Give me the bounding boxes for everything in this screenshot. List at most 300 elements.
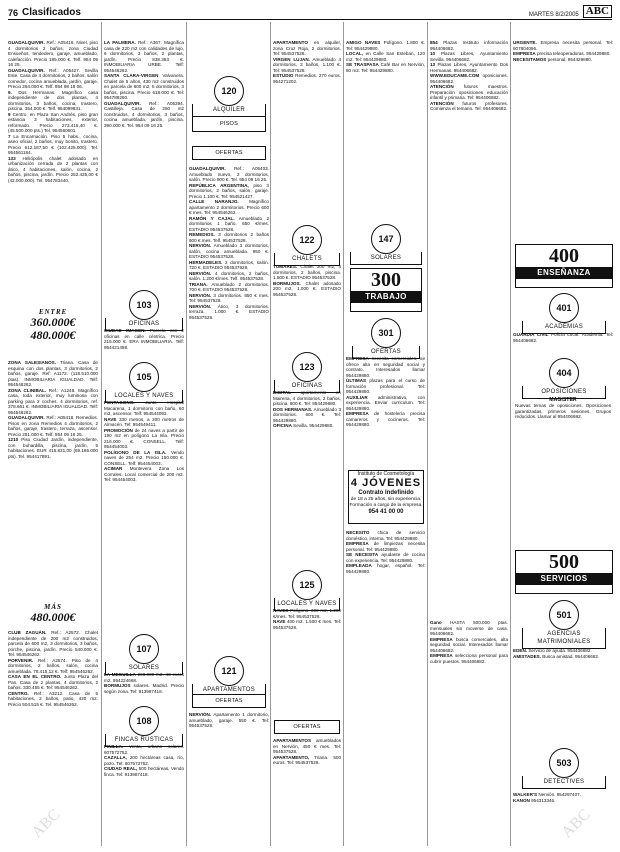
classified-ad-text: Busca amistad. 954406682. [541,653,600,659]
column-rule [101,22,102,846]
ads-column-7 [513,40,613,240]
classified-ad-text: plazas para el curso de formación profesional. Tel: 954429880. [346,378,425,394]
classified-ad-text: busca comerciales, alta seguridad social. Interesados llamar 954406682. [430,636,508,653]
classified-ad-text: Apartamento 1 dormitorio, amueblado, garaje. 550 €. Tel: 954537528. [189,712,269,728]
classified-ad-text: Magnífico apartamento 2 dormitorios. Precio 600 € mes. Tel: 954546262. [189,199,269,215]
ads-column-4 [273,40,341,220]
classified-ad [189,282,269,293]
classified-ad-lead: CAZALLA, [104,755,127,760]
classified-ad-lead: NECESITAMOS [513,56,547,62]
section-number: 105 [129,362,159,392]
classified-ad [8,437,98,459]
classified-ad [189,199,269,216]
classified-ad-lead: EDEN. [513,648,528,653]
classified-ad [346,51,425,62]
classified-ad [273,281,341,298]
section-404-header [522,358,606,399]
classified-ad-lead: GUADALQUIVIR. [8,67,45,73]
classified-ad-lead: GUADALQUIVIR. [8,415,45,420]
classified-ad-lead: CALLE NARANJO. [189,199,239,204]
classified-ad-lead: GUADALQUIVIR. [8,40,45,45]
classified-ad [273,608,341,619]
section-number: 121 [214,656,244,686]
classified-ad [346,62,425,73]
classified-ad-text: 3 dormitorios 2 baños 900 € mes. Telf. 954537528. [189,232,269,243]
classified-ad-lead: ÚLTIMAS [346,378,367,383]
classified-ad [346,541,425,552]
classified-ad-text: Piso Ciudad Jardín, independiente, con buhardilla, piscina, jardín, 5 habitaciones. EUR 415.821,00 (69.185.000 pts). Tel. 954417891. [8,437,98,459]
classified-ad-lead: NERVIÓN. [189,270,212,276]
classified-ad-text: necesita comerciales, se ofrece alta en seguridad social y contrato. Interesados llamar 954429880. [346,356,425,378]
classified-ad-text: selecciona personal para cubrir puestos. 954406682. [430,653,508,664]
classified-ad-text: 500 hectáreas, Vendo finca. Tel: 913987418. [104,766,184,777]
section-title: Clasificados [22,7,81,18]
classified-ad [104,428,184,450]
classified-ad-text: Junto Plaza del Pan. Casa de 2 plantas, 4 dormitorios, 2 baños. 330.455 €. Tel: 954546262. [8,674,98,690]
section-label: LOCALES Y NAVES [274,598,340,611]
price-range-max: 480.000€ [30,328,76,342]
classified-ad-lead: ATENCIÓN [430,100,454,106]
classified-ad-lead: CIUDAD IMAGEN. [104,328,146,333]
price-range-label: ENTRE [38,308,68,316]
classified-ad-text: 330 metros, a 200 metros de Almacén. Tel: 954549411. [104,416,184,427]
ads-column-2d [104,672,184,702]
classified-ad [273,40,341,57]
classified-ad-lead: TRIANA. [189,281,208,287]
classified-ad-text: Sevilla. 954429880. [291,423,334,428]
subsection-ofertas [192,694,266,708]
classified-ad-lead: SE TRASPASA [346,62,379,67]
classified-ad-lead: PINILLA. [104,744,124,749]
classified-ad-text: oposiciones. 954406682. [430,73,508,84]
magister-text: Nuevas temas de oposiciones. Oposiciones garantizadas, primeros sesiones. Grupos reducidos. Llamar al 954406682. [515,403,611,420]
classified-ad [430,40,508,51]
classified-ad [189,293,269,304]
classified-ad-text: Plazas Instituto información 954406682. [430,40,508,51]
classified-ad-lead: OFICINA [273,423,292,428]
section-label: ACADEMIAS [522,321,606,334]
classified-ad-lead: PORVENIR. [8,657,34,663]
section-number: 122 [292,225,322,255]
magister-title: MAGISTER [549,397,577,403]
classified-ad-lead: AUXILIAR [346,394,368,400]
classified-ad [273,755,341,766]
classified-ad-text: Remedios. 270 euros. 954271202. [273,73,341,84]
section-label: ALQUILER [192,104,266,117]
classified-ad-text: chica de servicio doméstico, interna. Tel: 954429880. [346,530,425,541]
classified-ad-text: ayudante de cocina con experiencia. Tel: 954429880. [346,552,425,563]
classified-ad-text: 3 dormitorios. 850 € mes. Tel: 954537528. [189,292,269,303]
classified-ad-text: Ref.: A3212. Casa de 5 habitaciones, 2 baños, patio, 420 m2. Precio 504.515 €. Tel. 954546262. [8,690,98,707]
ads-column-3 [189,166,269,654]
section-label: ENSEÑANZA [516,267,612,279]
classified-ad [104,101,184,129]
ads-column-4c [273,390,341,560]
classified-ad-text: Servicio de ayuda. 954406682. [527,648,592,653]
ads-column-4d [273,608,341,718]
classified-ad [430,620,508,637]
classified-ad [189,232,269,243]
classified-ad-lead: 133 [8,155,16,161]
classified-ad-lead: NERVIÓN. [189,303,212,309]
subsection-label: OFERTAS [215,698,243,704]
section-120-header [192,76,266,117]
classified-ad-text: apartamento en Mairena, 4 dormitorios, 2 baños, piscina. 800 €. Tel: 954429880. [273,390,341,406]
column-rule [427,22,428,846]
classified-ad-text: 954313346. [529,797,556,803]
classified-ad [273,423,341,429]
classified-ad-text: Amueblado 2 dormitorios. 700 €. ESTADIO 954537528. [189,281,269,292]
section-400-header [515,244,613,288]
classified-ad-text: en Calle San Esteban, 120 m2. Tel: 954429880. [346,51,425,62]
section-122-header [274,225,340,266]
abc-logo: ABC [583,5,612,18]
section-label: OFERTAS [352,346,420,359]
section-103-header [105,290,183,331]
classified-ad [346,552,425,563]
classified-ad [346,563,425,574]
section-number: 301 [371,318,401,348]
classified-ad-lead: CENTRO. [8,690,29,696]
classified-ad [104,73,184,101]
classified-ad-lead: AMISTADES. [513,653,541,659]
classified-ad-text: Amueblado 3 dormitorios. 600 €. Tel: 954429880. [273,406,341,423]
classified-ad-lead: NECESITO [346,530,370,535]
classified-ad-text: Ref.: A367. Magnífica casa de 220 m2 con calidades de lujo, 6 dormitorios, 3 baños, 2 plantas, jardín. Precio 838.353 €. INMOBILIARIA URBE. Telf: 954546262. [104,40,184,73]
classified-ad-text: hogar, español. Tel: 954429880. [346,563,425,574]
price-range-mas [10,603,96,624]
classified-ad-lead: VIRGEN LUJAN. [273,56,310,62]
classified-ad-lead: NAVES [273,608,289,613]
ad-phone: 954 41 00 00 [368,509,404,515]
price-range-min: 480.000€ [30,610,76,624]
ads-column-6 [430,40,508,615]
classified-ad-text: HASTA 500.000 ptas. mensuales sin moverse de casa. 954406682. [430,620,508,636]
classified-ad-lead: DOS HERMANAS. [273,406,313,412]
classified-ad-lead: ATENCIÓN [430,84,454,89]
section-number: 400 [549,245,579,267]
classified-ad [346,356,425,378]
classified-ad [8,360,98,388]
classified-ad [8,90,98,112]
classified-ad [189,260,269,271]
classified-ad [189,712,269,729]
advertisement-box [348,470,424,524]
classified-ad [273,57,341,74]
ads-column-7d [513,792,613,848]
section-number: 300 [371,269,401,291]
ads-column-5 [346,40,425,180]
classified-ad-lead: ACIMAR [104,466,123,471]
classified-ad [104,40,184,73]
section-number: 108 [129,706,159,736]
classified-ad-lead: EMPRESA [430,636,453,642]
classified-ad-text: precisa teleoperadoras. 954429880. [535,51,611,56]
classified-ad-lead: URGENTE. [513,40,537,45]
classified-ad-lead: DIGITAL [273,390,292,395]
section-123-header [274,352,340,393]
classified-ad-lead: WALKER'S [513,792,538,797]
classified-ad-lead: EMPRESA [430,653,453,658]
classified-ad-text: 200 hectáreas casa, río, pozo. Tel: 607572752. [104,755,184,766]
classified-ad [104,683,184,694]
abc-watermark: ABC [558,806,594,842]
classified-ad-lead: 1210 [8,437,19,442]
column-rule [186,22,187,846]
classified-ad-text: Empresa necesita personal. Tel: 607804066. [513,40,613,51]
classified-ad-lead: APARTAMENTOS [273,738,312,743]
ads-column-2c [104,400,184,630]
ads-column-2e [104,744,184,848]
classified-ad-lead: CIUDAD REAL, [104,766,138,771]
ads-column-4b [273,264,341,344]
classified-ad [104,755,184,766]
classified-ad-text: Ref.: A2574. Piso de 4 dormitorios, 2 baños, salón, cocina amueblada. 78.415,12 €. Telf: 954546262. [8,657,98,674]
page-date: MARTES 8/2/2005 [528,12,579,18]
section-number: 501 [549,600,579,630]
page-header [8,2,612,20]
classified-ad-text: Triana. 500 euros. Tel: 954537528. [273,754,341,765]
section-300-header [350,268,422,312]
classified-ad-text: Ref.: A2572. Chalet independiente de 200 m2 construidos, parcela de 600 m2, 3 dormitorios, 3 baños, porche, piscina, jardín. Precio 540.000 €. Tel. 954546262. [8,630,98,657]
section-147-header [350,224,422,265]
section-121-header [192,656,266,697]
classified-ad-text: Ref.: A05403. Amueblado nuevo, 2 dormitorios, salón. Precio 900 €. Tel. 954 09 16 25. [189,166,269,182]
classified-ad [189,183,269,200]
classified-ad [104,672,184,683]
classified-ad-text: Ref.: A05418. Remedios. Pisos en zona Remedios 4 dormitorios, 2 baños, garaje, trastero, terraza, ascensor. Precio 251.000 €. Telf. 954 09 16 25. [8,415,98,437]
price-range-entre [10,308,96,342]
classified-ad-text: Amueblado 4 dormitorios, 2 baños, 1.100 €. Tel: 954537528. [273,56,341,73]
subsection-label: OFERTAS [215,150,243,156]
section-501-header [522,600,606,649]
classified-ad [273,619,341,630]
subsection-ofertas [192,146,266,160]
classified-ad [189,271,269,282]
classified-ad [104,466,184,483]
classified-ad-text: Heliópolis chalet adosado en urbanización cerrada de 2 plantas con ático, 4 habitaciones, salón, cocina, 2 baños, piscina, jardín. Precio 252.425,00 € (42.000.000). Tel. 954783440. [8,155,98,183]
classified-ad-text: futuros profesores. Comienza el temario. Tel: 954406682. [430,100,508,111]
classified-ad-lead: SANTA CLARA-VIRGEN [104,73,159,78]
section-number: 404 [549,358,579,388]
classified-ad-lead: REMEDIOS. [189,232,215,237]
classified-ad-lead: SE NECESITA [346,552,379,557]
classified-ad [104,400,184,417]
ads-column-6b [430,620,508,848]
abc-watermark: ABC [28,806,64,842]
classified-ad-lead: 854 [430,40,438,45]
classified-ad-lead: NERVIÓN. [189,292,212,298]
classified-ad-text: Polígono. 300 m2, 1.200 €/mes. Tel: 954537528. [273,608,341,619]
classified-ad-lead: 9 [8,111,11,117]
classified-ad-text: Parcela con 2 oficinas en calle céntrica. Precio 215.000 €. ERA INMOBILIARIA. Telf: 954421458. [104,328,184,350]
section-label: FINCAS RÚSTICAS [105,734,183,747]
ads-column-2b [104,328,184,356]
classified-ad-lead: LA PALMERA. [104,40,136,45]
subsection-label: OFERTAS [293,724,321,730]
section-number: 500 [549,551,579,573]
classified-ad [273,73,341,84]
classified-ad [513,654,613,660]
classified-ad [346,395,425,412]
classified-ad-text: administrativo, con experiencia. Enviar curriculum. Tel: 954429880. [346,394,425,411]
classified-ad-text: La Encarnación. Piso 5 habs., cocina, aseo oficial, 2 baños, muy bonito, trastero. Precio 612.187,50 € (102.425.000). Tel. 954561184. [8,133,98,155]
section-number: 401 [549,293,579,323]
classified-ad-text: Triana. Casa de esquina con dos plantas, 3 dormitorios, 2 baños, garaje. Ref: A1172. (118.510.000 ptas). INMOBILIARIA IGUALDAD. Telf: 954546262. [8,360,98,387]
classified-ad-lead: POLÍGONO DE LA ISLA. [104,449,167,455]
subsection-ofertas [274,720,340,734]
classified-ad-text: Café Bar en Nervión, 80 m2. Tel: 954429880. [346,62,425,73]
classified-ad [430,637,508,654]
classified-ad-lead: GUARDIA CIVIL [513,332,549,337]
classified-ad [273,264,341,281]
classified-ad-lead: ESTUDIO [273,73,294,78]
classified-ad-lead: Gano [430,620,442,625]
section-301-header [352,318,420,359]
classified-ad-lead: LOCAL, [346,51,364,56]
column-rule [270,22,271,846]
classified-ad [8,658,98,675]
classified-ad-text: futuros maestros. Preparación oposiciones educación infantil y primaria. Tel: 954406682. [430,84,508,100]
classified-ad [8,68,98,90]
classified-ad-text: Junto Hospital Macarena, 1 dormitorio con baño, 60 m2, ascensor. Telf: 954544093. [104,400,184,416]
section-label: DETECTIVES [522,776,606,789]
ads-column-2 [104,40,184,280]
section-label: OFICINAS [274,380,340,393]
section-label: APARTAMENTOS [192,684,266,697]
classified-ad [104,328,184,350]
section-label: SOLARES [350,252,422,265]
classified-ad-lead: 13 [430,62,436,67]
classified-ad-text: Ref.: A1248. Magnífico casa, toda exterior, muy luminosa con parking para 2 coches. 4 dormitorios, ref. 378.661 €. INMOBILIARIA IGUALDAD. Telf: 954546262. [8,387,98,415]
classified-ad-lead: PENTAGONO. [104,400,135,405]
classified-ad [8,40,98,68]
ads-column-5c [346,530,425,848]
section-number: 503 [549,748,579,778]
classified-ad-text: Vendo naves de 254 m2. Precio 150.000 €. CONSELL. Telf: 954454003. [104,449,184,466]
section-107-header [105,634,183,675]
classified-ad-text: Plazas Libres, Ayuntamiento Dos Hermanas. 954406682. [430,62,508,73]
subsection-pisos [192,116,266,132]
section-label: LOCALES Y NAVES [105,390,183,403]
classified-ad-lead: CASA EN EL CENTRO. [8,674,62,679]
classified-ad [189,304,269,321]
classified-ad-text: de 24 naves a partir de 190 m2 en polígono La Isla. Precio 216.000 €. CONSELL. Telf: 954454003. [104,427,184,449]
classified-ad-lead: NERVIÓN. [189,243,212,248]
classified-ad-text: Polígono. 1.800 €. Tel: 954429880. [346,40,425,51]
classified-ad-lead: EMPRESA [346,411,369,416]
classified-ad-lead: AMIGO NAVES [346,40,381,45]
classified-ad-text: Nervión. 954297407. [537,792,581,797]
classified-ad-lead: PROMOCIÓN [104,427,133,433]
classified-ad-lead: RAMÓN Y CAJAL. [189,215,235,221]
section-label: CHALETS [274,253,340,266]
classified-ad [430,62,508,73]
section-number: 107 [129,634,159,664]
classified-ad [104,744,184,755]
ads-column-7b [513,332,613,352]
classified-ad [513,332,613,343]
classified-ad-text: Ref.: A05416. Nivel, piso 4 dormitorios 2 baños, zona Ciudad Ensueños, tendedero, garaje, amueblado, calefacción. Precio 185.000 €. Telf. 954 09 16 25. [8,40,98,67]
classified-ad [273,407,341,424]
section-label: SERVICIOS [516,573,612,585]
magister-ad [515,398,611,420]
classified-ad-lead: APARTAMENTO [273,40,308,45]
classified-ad-lead: BORMUJOS. [273,280,301,286]
classified-ad [430,51,508,62]
classified-ad-text: Ref.: A05427. Sevilla Este. Casa de 4 dormitorios, 2 baños, salón comedor, cocina amueblada, jardín, garaje. Precio 264.000 €. Telf. 954 98 18 06. [8,67,98,89]
classified-ad-lead: LA MEGUILLA [104,672,136,677]
classified-ad-lead: ZONA SALESIANOS. [8,360,57,365]
classified-ad-text: piso 3 dormitorios, 2 baños, salón, garaje. Precio 1.100 €. Tel: 954521427. [189,182,269,199]
classified-ad-text: amueblados en Nervión, 450 € mes. Tel: 954537528. [273,738,341,754]
classified-ad [430,653,508,664]
classified-ad-text: Venta, urbano solares. 607572752. [104,744,184,755]
classified-ad-text: personal. 954429880. [546,56,593,62]
classified-ad-text: Valvanera. Chalet de 5 años, 430 m2 construidos en parcela de 600 m2, 5 dormitorios, 3 baños, piscina. Precio 618.000 €. Tel: 954789260. [104,73,184,100]
classified-ad [346,40,425,51]
classified-ad-lead: KANON [513,797,530,803]
classified-ad [189,166,269,183]
section-number: 123 [292,352,322,382]
classified-ad-lead: GUADALQUIVIR. [189,166,226,171]
classified-ad-text: en alquiler, zona Cruz Roja, 2 dormitorios. Tel: 954537528. [273,40,341,56]
section-500-header [515,550,613,594]
column-rule [510,22,511,846]
classified-ad-text: de hostelería precisa camareros y cocineros. Tel: 954429880. [346,411,425,427]
section-number: 120 [214,76,244,106]
classified-ad-text: Centro, en Plaza San Andrés, piso gran estancia 3 habitaciones, exterior, reformado. Precio 273.415,40 €. (45.500.000 pts.) Tel. 954560601. [8,111,98,133]
classified-ad-text: Policía Local. Academia. Tel: 954406682. [513,332,613,343]
section-label: TRABAJO [351,291,421,303]
classified-ad [513,798,613,804]
classified-ad [513,57,613,63]
classified-ad-lead: TOMARES. [273,264,298,269]
classified-ad [430,101,508,112]
price-range-min: 360.000€ [30,315,76,329]
classified-ad [346,378,425,395]
classified-ad-text: Chalet 300 m2, 4 dormitorios, 2 baños, piscina. 1.500 €. ESTADIO 954537528. [273,264,341,280]
price-range-label: MÁS [44,603,62,611]
classified-ad-lead: NERVIÓN. [189,712,212,717]
classified-ad [346,530,425,541]
classified-ad [189,243,269,260]
classified-ad-text: Ref.: A05394. Castilleja. Casa de 250 m2 construidos, 4 dormitorios, 3 baños, cocina amueblada, jardín, piscina. 390.000 €. Tel. 954 09 16 25. [104,100,184,128]
classified-ad-lead: EMPRESA [346,541,369,546]
section-401-header [522,293,606,334]
classified-ad [104,417,184,428]
classified-ad [8,674,98,691]
classified-ad [8,134,98,156]
classified-ad-text: Plazas Libres, Ayuntamiento Sevilla. 954406682. [430,51,508,62]
classified-ad-lead: WWW.EDUCAME.COM [430,73,480,78]
classified-ad-lead: NAVE [104,416,117,422]
classified-ad [104,766,184,777]
classified-ad-lead: EMPLEADA [346,563,372,568]
subsection-label: PISOS [219,121,239,127]
classified-ad-text: de limpiezas necesita personal. Tel: 954429880. [346,541,425,552]
classified-ad-lead: BORMUJOS [104,683,131,688]
classified-ad-lead: 9. [8,89,12,95]
classified-ad-lead: ZONA CLINIBAL. [8,387,47,393]
classified-ad-text: 4 dormitorios, 2 baños, salón. 1.200 €/mes. Telf. 954537528. [189,270,269,281]
classified-ad [8,415,98,437]
page-number: 76 [8,8,19,18]
classified-ad [273,738,341,755]
classified-ad-lead: 10 [430,51,436,56]
classified-ad-lead: EMPRESA [346,356,369,361]
ads-column-5b [346,356,425,466]
